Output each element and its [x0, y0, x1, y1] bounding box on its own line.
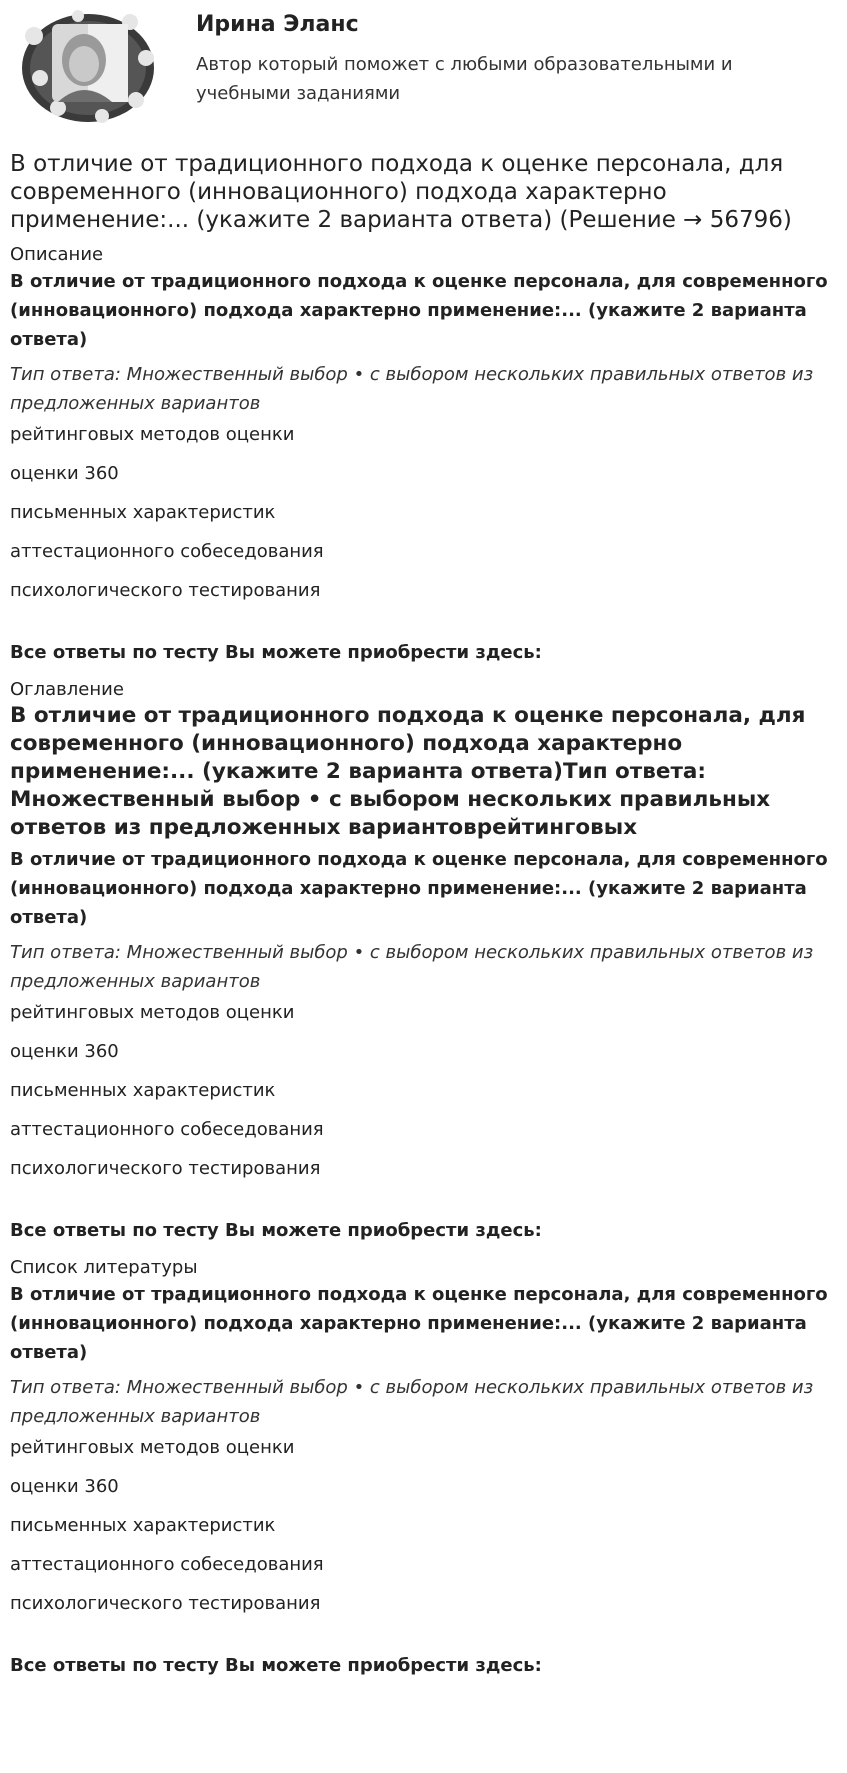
author-avatar	[18, 8, 158, 126]
toc-label: Оглавление	[10, 679, 124, 700]
toc-section	[10, 678, 837, 1243]
option-item: рейтинговых методов оценки	[10, 1002, 295, 1023]
option-item: аттестационного собеседования	[10, 1554, 324, 1575]
description-label: Описание	[10, 244, 104, 265]
page-title: В отличие от традиционного подхода к оценке персонала, для современного (инновационного) подхода характерно применение:... (укажите 2 варианта ответа) (Решение → 56796)	[10, 151, 792, 233]
option-item: психологического тестирования	[10, 580, 321, 601]
buy-answers-text: Все ответы по тесту Вы можете приобрести здесь:	[10, 642, 542, 663]
question-text: В отличие от традиционного подхода к оценке персонала, для современного (инновационного) подхода характерно применение:... (укажите 2 варианта ответа)	[10, 271, 828, 350]
option-item: рейтинговых методов оценки	[10, 1437, 295, 1458]
buy-answers-text: Все ответы по тесту Вы можете приобрести здесь:	[10, 1655, 542, 1676]
option-item: оценки 360	[10, 463, 119, 484]
references-section	[10, 1256, 837, 1678]
author-description: Автор который поможет с любыми образовательными и учебными заданиями	[196, 54, 733, 104]
options-list	[10, 1001, 837, 1196]
option-item: письменных характеристик	[10, 502, 276, 523]
option-item: аттестационного собеседования	[10, 541, 324, 562]
option-item: письменных характеристик	[10, 1080, 276, 1101]
option-item: психологического тестирования	[10, 1593, 321, 1614]
author-card	[10, 0, 837, 150]
answer-type: Тип ответа: Множественный выбор • с выбором нескольких правильных ответов из предложенных вариантов	[10, 942, 814, 992]
option-item: оценки 360	[10, 1041, 119, 1062]
question-text: В отличие от традиционного подхода к оценке персонала, для современного (инновационного) подхода характерно применение:... (укажите 2 варианта ответа)	[10, 1284, 828, 1363]
description-section	[10, 243, 837, 665]
references-label: Список литературы	[10, 1257, 198, 1278]
option-item: рейтинговых методов оценки	[10, 424, 295, 445]
options-list	[10, 423, 837, 618]
option-item: оценки 360	[10, 1476, 119, 1497]
answer-type: Тип ответа: Множественный выбор • с выбором нескольких правильных ответов из предложенных вариантов	[10, 364, 814, 414]
options-list	[10, 1436, 837, 1631]
answer-type: Тип ответа: Множественный выбор • с выбором нескольких правильных ответов из предложенных вариантов	[10, 1377, 814, 1427]
option-item: психологического тестирования	[10, 1158, 321, 1179]
author-name: Ирина Эланс	[196, 12, 359, 37]
question-text: В отличие от традиционного подхода к оценке персонала, для современного (инновационного) подхода характерно применение:... (укажите 2 варианта ответа)	[10, 849, 828, 928]
option-item: письменных характеристик	[10, 1515, 276, 1536]
option-item: аттестационного собеседования	[10, 1119, 324, 1140]
buy-answers-text: Все ответы по тесту Вы можете приобрести здесь:	[10, 1220, 542, 1241]
toc-heading: В отличие от традиционного подхода к оценке персонала, для современного (инновационного) подхода характерно применение:... (укажите 2 варианта ответа)Тип ответа: Множественный выбор • с выбором нескольких правильных ответов из предложенных вариантоврейтинговых	[10, 703, 806, 840]
